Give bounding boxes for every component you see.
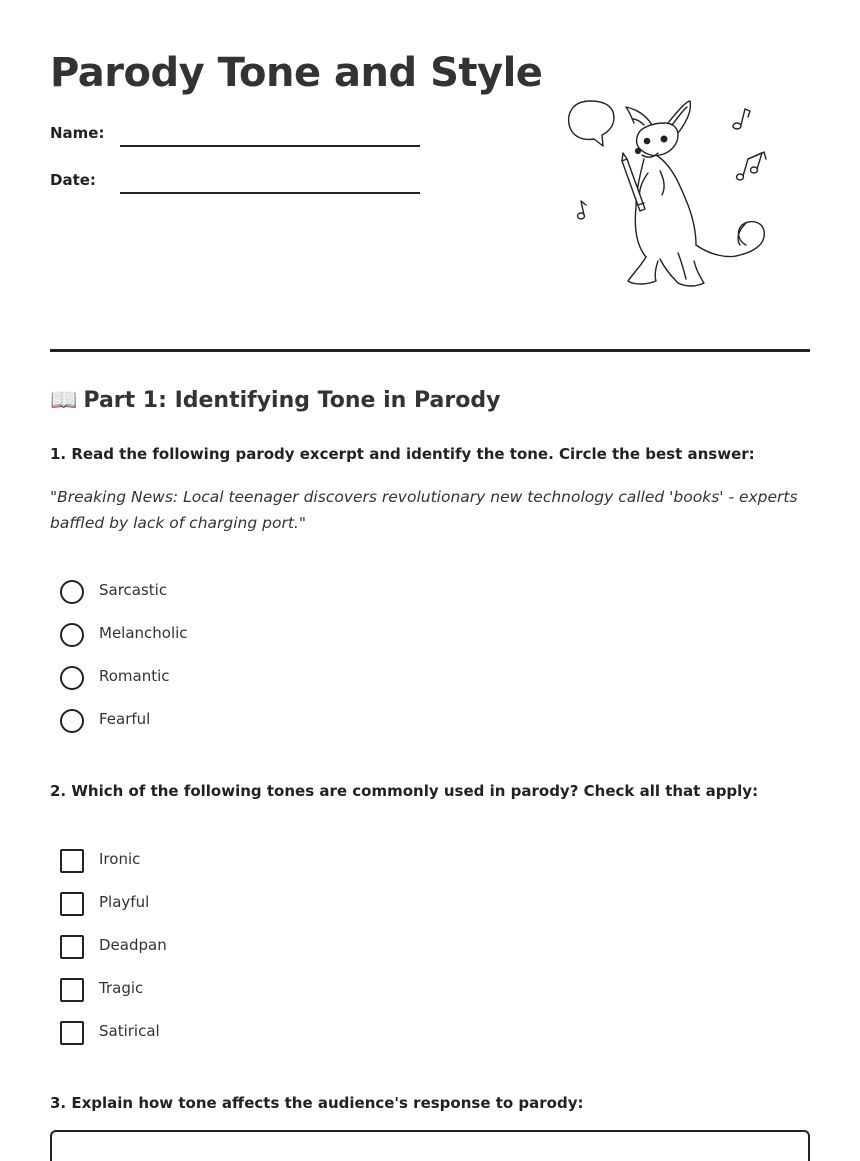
page-title: Parody Tone and Style	[50, 50, 543, 96]
parody-excerpt-quote: "Breaking News: Local teenager discovers revolutionary new technology called 'books' - experts baffled by lack of charging port."	[50, 488, 798, 532]
q2-option-deadpan[interactable]	[60, 934, 360, 958]
radio-circle-icon[interactable]	[60, 666, 84, 690]
option-label: Satirical	[99, 1022, 160, 1040]
q1-option-romantic[interactable]	[60, 665, 360, 689]
option-label: Ironic	[99, 850, 141, 868]
question-3-prompt: 3. Explain how tone affects the audience's response to parody:	[50, 1094, 584, 1112]
q1-option-fearful[interactable]	[60, 708, 360, 732]
speech-bubble-icon	[569, 101, 614, 146]
option-label: Melancholic	[99, 624, 188, 642]
name-label: Name:	[50, 124, 105, 142]
q2-option-playful[interactable]	[60, 891, 360, 915]
question-2-prompt: 2. Which of the following tones are commonly used in parody? Check all that apply:	[50, 782, 759, 800]
checkbox-icon[interactable]	[60, 1021, 84, 1045]
checkbox-icon[interactable]	[60, 892, 84, 916]
question-1-prompt: 1. Read the following parody excerpt and identify the tone. Circle the best answer:	[50, 445, 755, 463]
q1-option-melancholic[interactable]	[60, 622, 360, 646]
q2-option-ironic[interactable]	[60, 848, 360, 872]
q2-option-tragic[interactable]	[60, 977, 360, 1001]
q1-option-sarcastic[interactable]	[60, 579, 360, 603]
q2-option-satirical[interactable]	[60, 1020, 360, 1044]
checkbox-icon[interactable]	[60, 978, 84, 1002]
name-input-line[interactable]	[120, 145, 420, 147]
date-label: Date:	[50, 171, 96, 189]
name-field	[50, 120, 420, 150]
section-title-part-1	[50, 388, 500, 413]
option-label: Fearful	[99, 710, 151, 728]
music-note-icon	[578, 201, 587, 219]
header-divider	[50, 349, 810, 352]
book-icon: 📖	[50, 388, 78, 413]
option-label: Playful	[99, 893, 150, 911]
date-field	[50, 167, 420, 197]
pencil-icon	[622, 153, 645, 211]
radio-circle-icon[interactable]	[60, 580, 84, 604]
section-title-text: Part 1: Identifying Tone in Parody	[83, 388, 501, 413]
option-label: Sarcastic	[99, 581, 168, 599]
checkbox-icon[interactable]	[60, 849, 84, 873]
kangaroo-with-pencil-illustration	[560, 95, 775, 295]
music-note-icon	[733, 109, 750, 129]
date-input-line[interactable]	[120, 192, 420, 194]
option-label: Tragic	[99, 979, 144, 997]
music-note-icon	[737, 152, 767, 180]
option-label: Deadpan	[99, 936, 167, 954]
radio-circle-icon[interactable]	[60, 709, 84, 733]
option-label: Romantic	[99, 667, 170, 685]
radio-circle-icon[interactable]	[60, 623, 84, 647]
q3-answer-box[interactable]	[50, 1130, 810, 1161]
checkbox-icon[interactable]	[60, 935, 84, 959]
